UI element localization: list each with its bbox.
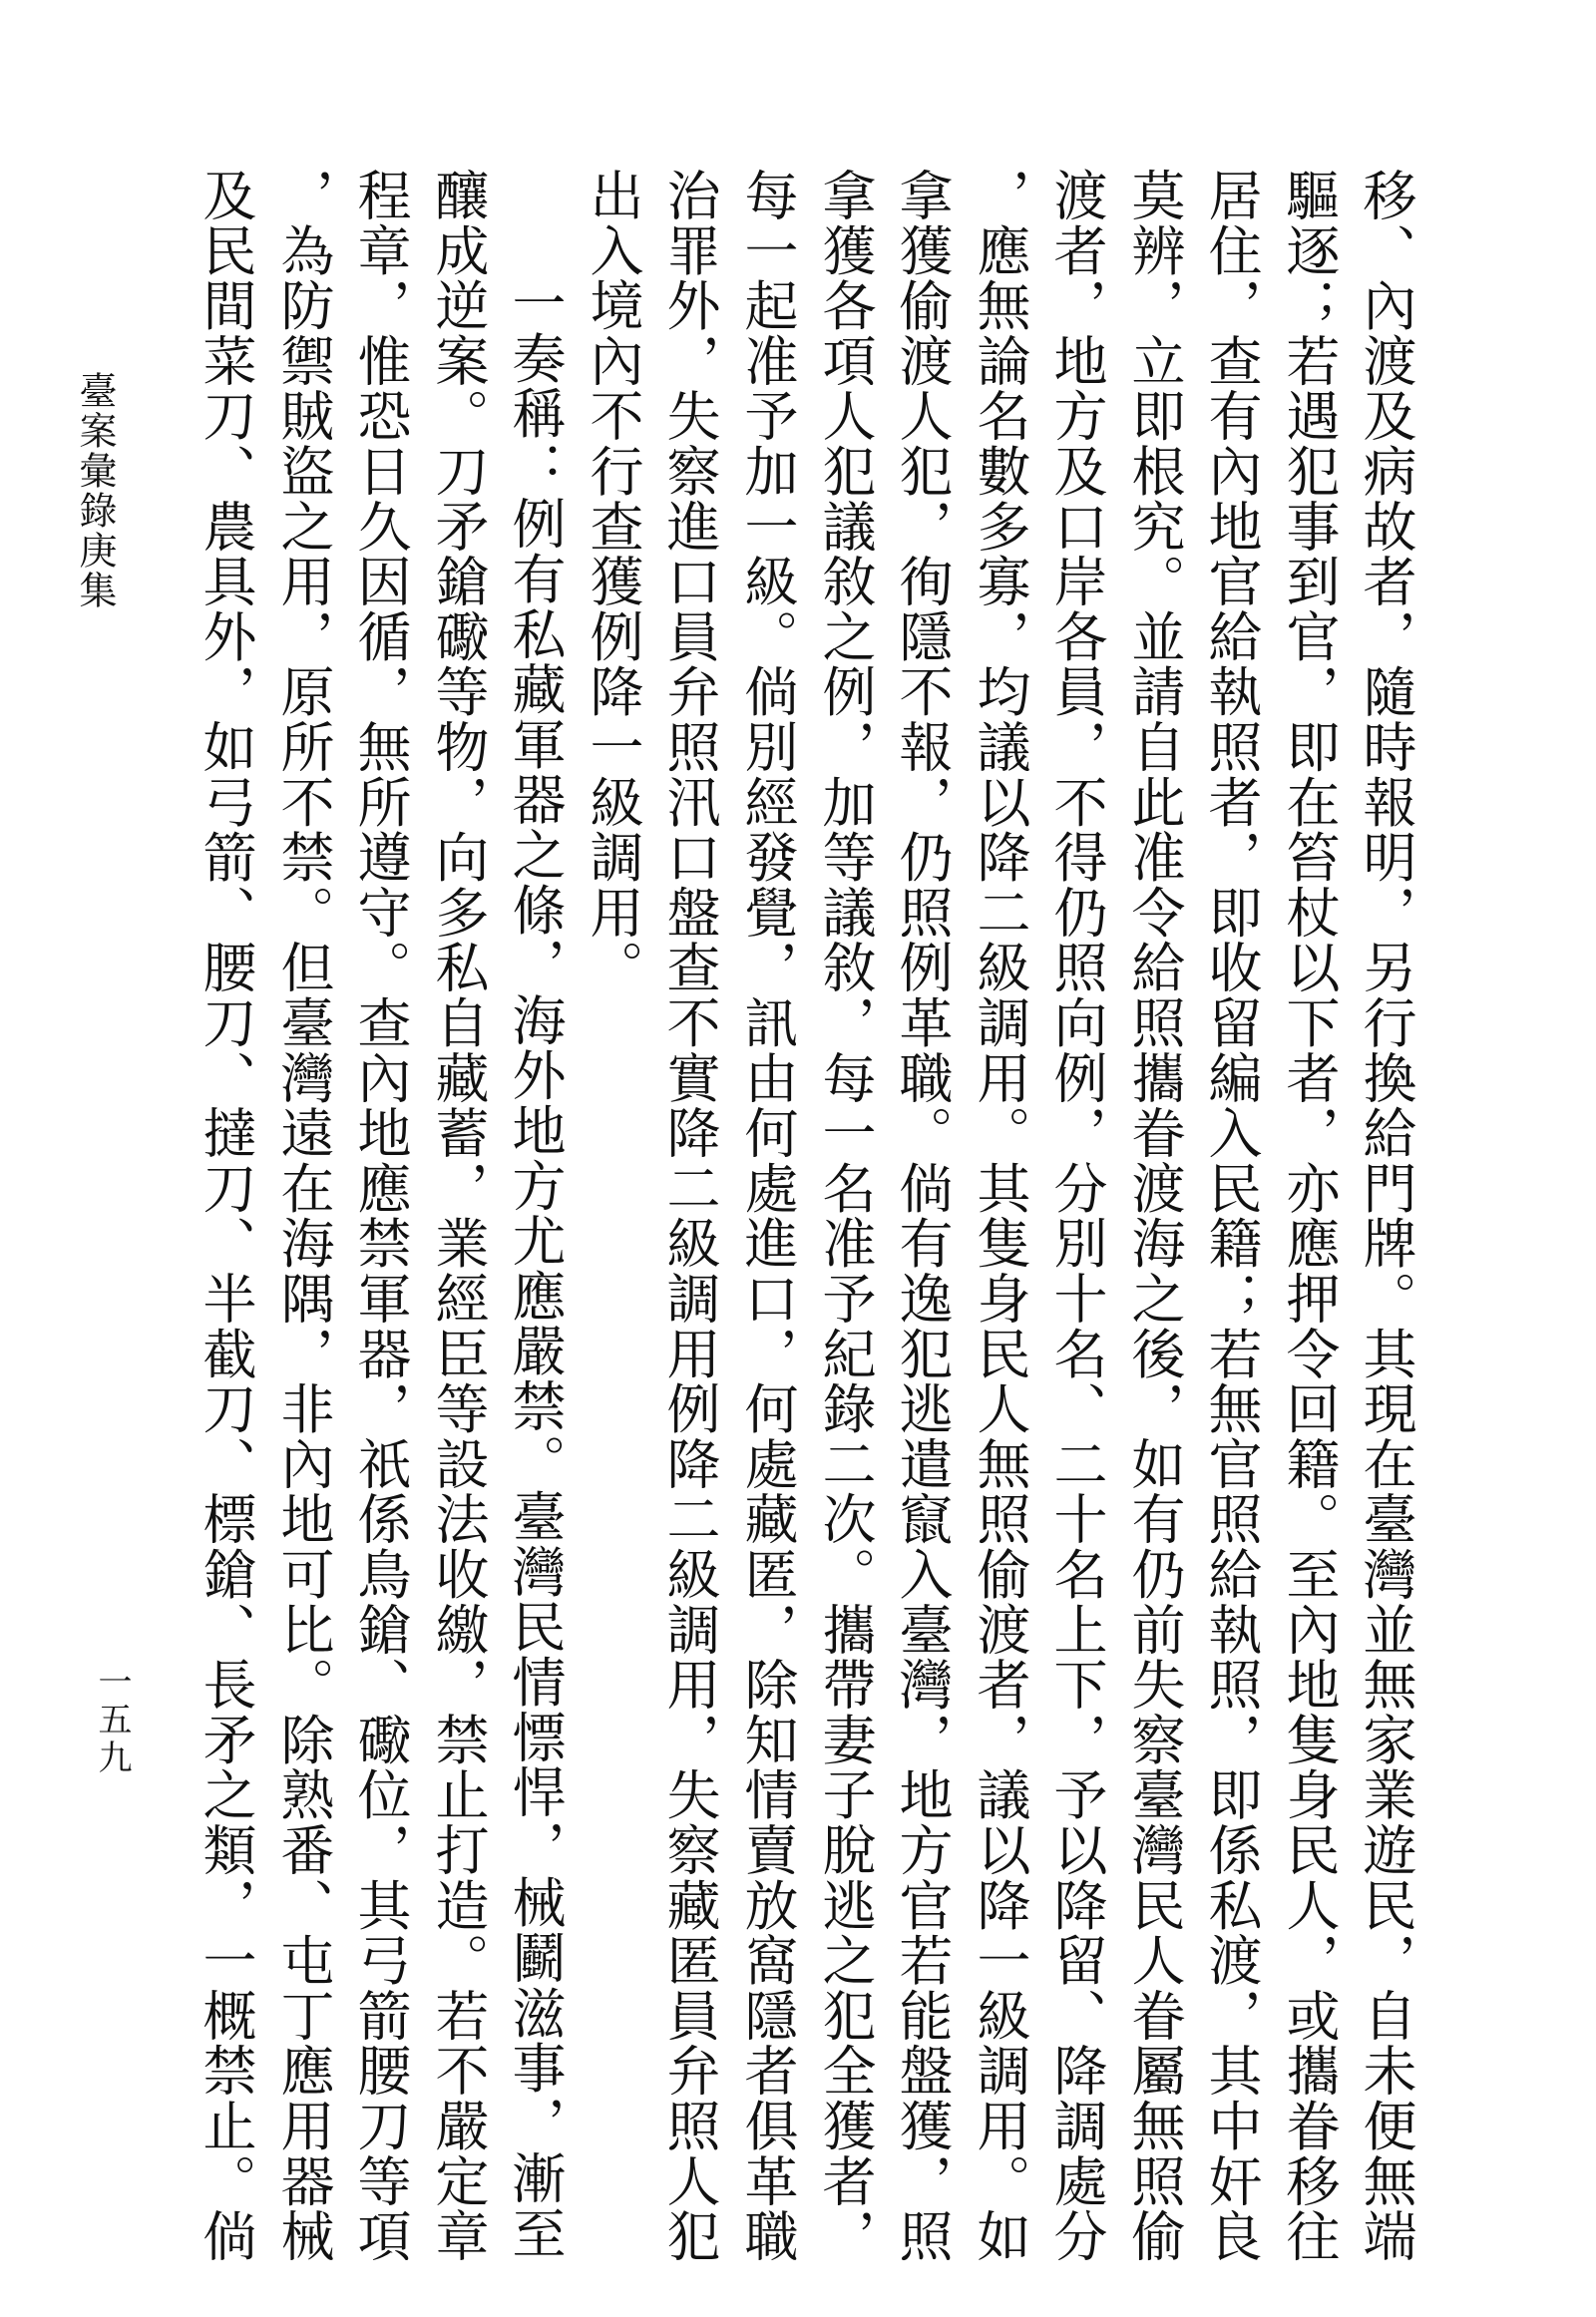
text-column: 一奏稱：例有私藏軍器之條，海外地方尤應嚴禁。臺灣民情慓悍，械鬬滋事，漸至 <box>504 275 567 2261</box>
text-column: 拿獲各項人犯議敘之例，加等議敘，每一名准予紀錄二次。攜帶妻子脫逃之犯全獲者， <box>814 168 877 2264</box>
text-column: 程章，惟恐日久因循，無所遵守。查內地應禁軍器，祇係鳥鎗、礮位，其弓箭腰刀等項 <box>349 168 412 2264</box>
text-column: ，為防禦賊盜之用，原所不禁。但臺灣遠在海隅，非內地可比。除熟番、屯丁應用器械 <box>272 168 335 2264</box>
text-column: 居住，查有內地官給執照者，即收留編入民籍；若無官照給執照，即係私渡，其中奸良 <box>1200 168 1263 2264</box>
text-column: 移、內渡及病故者，隨時報明，另行換給門牌。其現在臺灣並無家業遊民，自未便無端 <box>1355 168 1417 2264</box>
book-title: 臺案彙錄庚集 <box>73 371 117 610</box>
text-column: 及民間菜刀、農具外，如弓箭、腰刀、撻刀、半截刀、標鎗、長矛之類，一概禁止。倘 <box>195 168 257 2264</box>
text-column: 渡者，地方及口岸各員，不得仍照向例，分別十名、二十名上下，予以降留、降調處分 <box>1045 168 1108 2264</box>
text-column: 每一起准予加一級。倘別經發覺，訊由何處進口，何處藏匿，除知情賣放窩隱者俱革職 <box>736 168 799 2264</box>
text-column: 治罪外，失察進口員弁照汛口盤查不實降二級調用例降二級調用，失察藏匿員弁照人犯 <box>658 168 721 2264</box>
text-column: 驅逐；若遇犯事到官，即在笞杖以下者，亦應押令回籍。至內地隻身民人，或攜眷移往 <box>1278 168 1341 2264</box>
text-column: 拿獲偷渡人犯，徇隱不報，仍照例革職。倘有逸犯逃遣竄入臺灣，地方官若能盤獲，照 <box>891 168 954 2264</box>
text-column: 釀成逆案。刀矛鎗礮等物，向多私自藏蓄，業經臣等設法收繳，禁止打造。若不嚴定章 <box>427 168 490 2264</box>
text-column: 莫辨，立即根究。並請自此准令給照攜眷渡海之後，如有仍前失察臺灣民人眷屬無照偷 <box>1123 168 1186 2264</box>
text-column: 出入境內不行查獲例降一級調用。 <box>582 168 644 995</box>
page-number: 一五九 <box>92 1664 132 1777</box>
text-column: ，應無論名數多寡，均議以降二級調用。其隻身民人無照偷渡者，議以降一級調用。如 <box>969 168 1031 2264</box>
